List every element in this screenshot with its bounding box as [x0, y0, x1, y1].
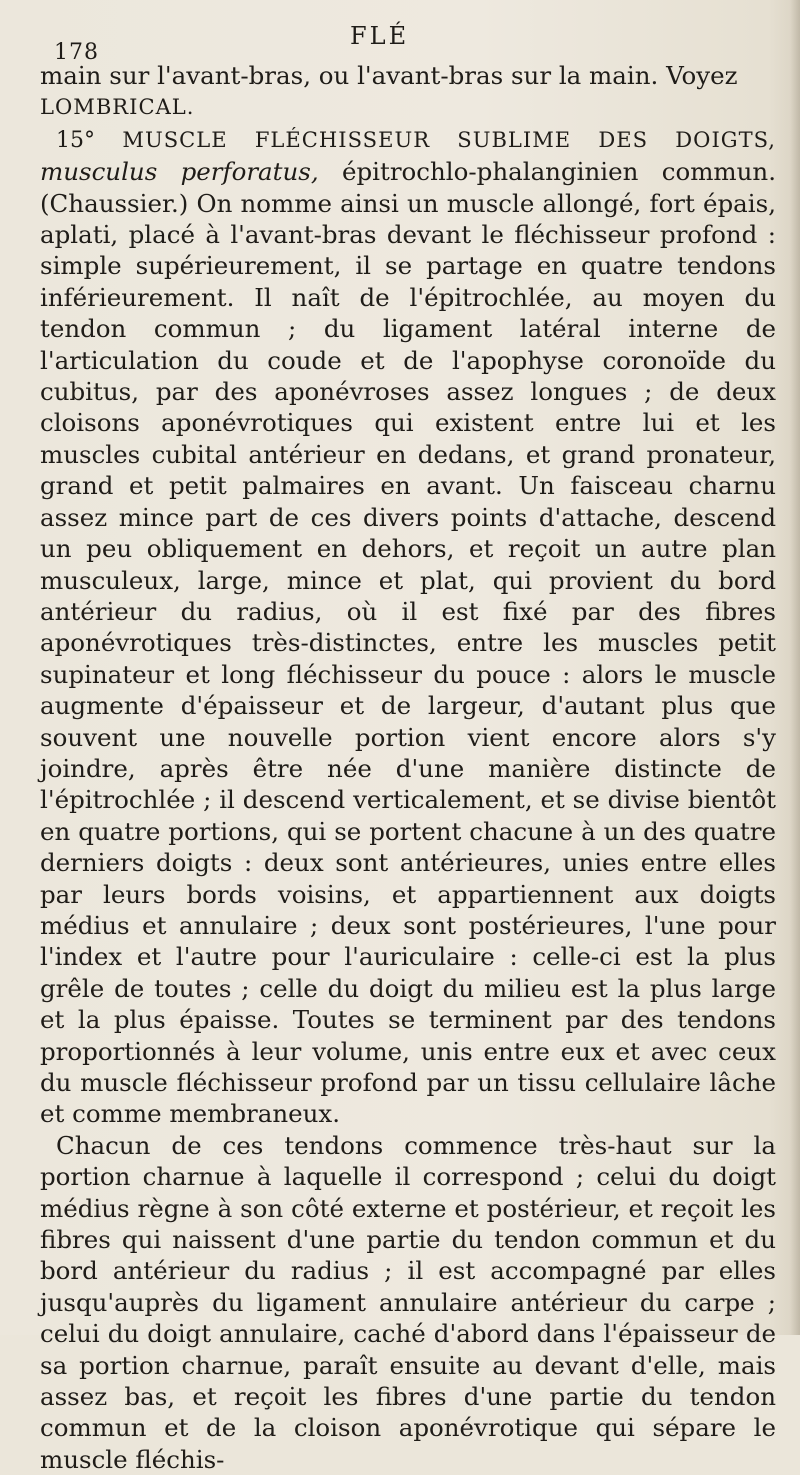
entry-heading: MUSCLE FLÉCHISSEUR SUBLIME DES DOIGTS, [122, 126, 777, 152]
page-edge-shadow [790, 0, 800, 1335]
cross-reference: LOMBRICAL. [40, 94, 195, 120]
page-number: 178 [54, 40, 99, 65]
entry-text: épitrochlo-phalanginien commun. (Chaussier.) On nomme ainsi un muscle allongé, fort épais, aplati, placé à l'avant-bras devant le fléchisseur profond : simple supérieurement, il se partage en quatre tendons inférieurement. Il naît de l'épitrochlée, au moyen du tendon commun ; du ligament latéral interne de l'articulation du coude et de l'apophyse coronoïde du cubitus, par des aponévroses assez longues ; de deux cloisons aponévrotiques qui existent entre lui et les muscles cubital antérieur en dedans, et grand pronateur, grand et petit palmaires en avant. Un faisceau charnu assez mince part de ces divers points d'attache, descend un peu obliquement en dehors, et reçoit un autre plan musculeux, large, mince et plat, qui provient du bord antérieur du radius, où il est fixé par des fibres aponévrotiques très-distinctes, entre les muscles petit supinateur et long fléchisseur du pouce : alors le muscle augmente d'épaisseur et de largeur, d'autant plus que souvent une nouvelle portion vient encore alors s'y joindre, après être née d'une manière distincte de l'épitrochlée ; il descend verticalement, et se divise bientôt en quatre portions, qui se portent chacune à un des quatre derniers doigts : deux sont antérieures, unies entre elles par leurs bords voisins, et appartiennent aux doigts médius et annulaire ; deux sont postérieures, l'une pour l'index et l'autre pour l'auriculaire : celle-ci est la plus grêle de toutes ; celle du doigt du milieu est la plus large et la plus épaisse. Toutes se terminent par des tendons proportionnés à leur volume, unis entre eux et avec ceux du muscle fléchisseur profond par un tissu cellulaire lâche et comme membraneux. [40, 157, 776, 1129]
continuation-text: main sur l'avant-bras, ou l'avant-bras sur la main. Voyez [40, 61, 738, 90]
entry-number: 15° [56, 127, 96, 153]
paragraph-continuation [40, 60, 776, 123]
text-block [40, 60, 776, 1475]
latin-name: musculus perforatus, [40, 157, 319, 187]
tendons-text: Chacun de ces tendons commence très-haut sur la portion charnue à laquelle il correspond ; celui du doigt médius règne à son côté externe et postérieur, et reçoit les fibres qui naissent d'une partie du tendon commun et du bord antérieur du radius ; il est accompagné par elles jusqu'auprès du ligament annulaire antérieur du carpe ; celui du doigt annulaire, caché d'abord dans l'épaisseur de sa portion charnue, paraît ensuite au devant d'elle, mais assez bas, et reçoit les fibres d'une partie du tendon commun et de la cloison aponévrotique qui sépare le muscle fléchis- [40, 1130, 776, 1474]
running-head [40, 18, 776, 65]
paragraph-tendons [40, 1130, 776, 1475]
running-title: FLÉ [350, 22, 410, 50]
paragraph-entry-15 [40, 123, 776, 1130]
